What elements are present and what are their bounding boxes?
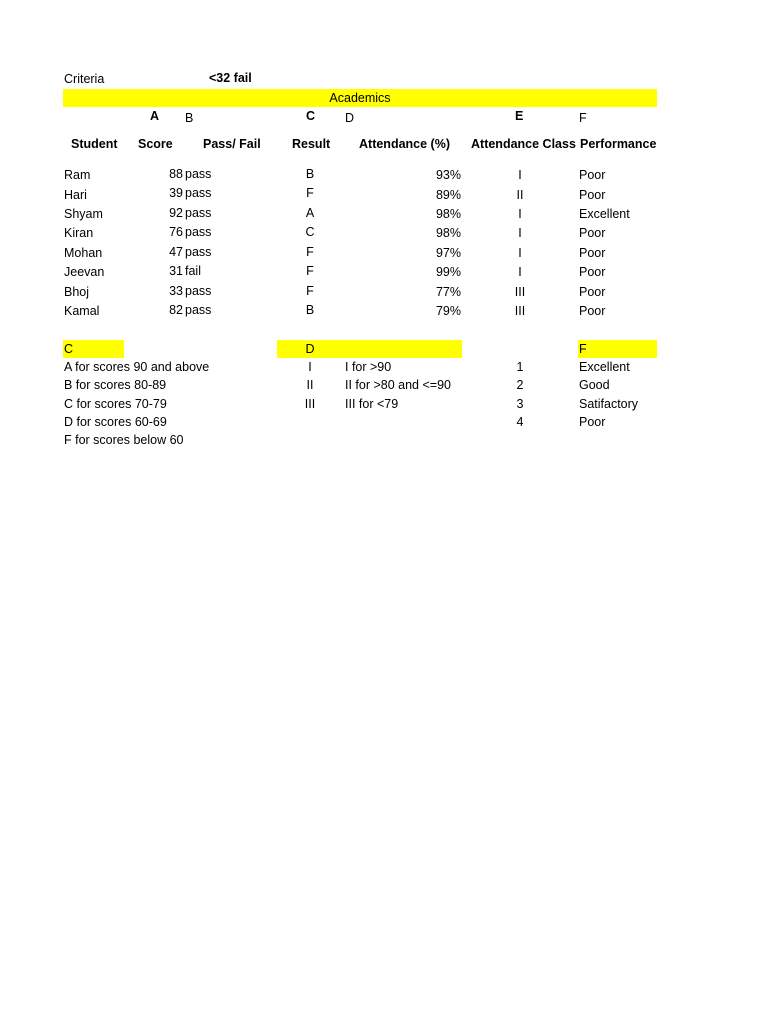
legend-f-label: Good — [579, 378, 610, 392]
header-attendance-class: Attendance Class — [471, 137, 576, 151]
cell-result: A — [305, 206, 315, 220]
cell-score: 39 — [169, 186, 183, 200]
legend-d-class: III — [304, 397, 316, 411]
cell-pass-fail: pass — [185, 186, 212, 200]
cell-attendance-class: I — [518, 168, 522, 182]
legend-d-class: I — [308, 360, 312, 374]
legend-f-title: F — [579, 342, 587, 356]
cell-pass-fail: pass — [185, 284, 212, 298]
legend-c-item: F for scores below 60 — [64, 433, 184, 447]
cell-performance: Poor — [579, 226, 606, 240]
criteria-label: Criteria — [64, 72, 105, 86]
criteria-value: <32 fail — [209, 71, 252, 85]
legend-f-number: 1 — [516, 360, 524, 374]
cell-student: Mohan — [64, 246, 103, 260]
column-letter-a: A — [150, 109, 160, 123]
cell-result: B — [305, 303, 315, 317]
cell-attendance-class: I — [518, 246, 522, 260]
cell-student: Kiran — [64, 226, 94, 240]
cell-performance: Poor — [579, 304, 606, 318]
cell-attendance: 77% — [435, 285, 461, 299]
legend-f-label: Poor — [579, 415, 606, 429]
legend-d-rule: III for <79 — [345, 397, 399, 411]
cell-pass-fail: fail — [185, 264, 201, 278]
cell-student: Ram — [64, 168, 91, 182]
cell-performance: Poor — [579, 188, 606, 202]
cell-pass-fail: pass — [185, 225, 212, 239]
cell-performance: Poor — [579, 246, 606, 260]
cell-attendance: 97% — [435, 246, 461, 260]
cell-student: Hari — [64, 188, 87, 202]
cell-attendance: 89% — [435, 188, 461, 202]
cell-performance: Poor — [579, 168, 606, 182]
cell-attendance-class: II — [516, 188, 524, 202]
column-letter-f: F — [579, 111, 587, 125]
legend-d-class: II — [306, 378, 314, 392]
legend-f-number: 4 — [516, 415, 524, 429]
cell-attendance-class: I — [518, 226, 522, 240]
column-letter-d: D — [345, 111, 355, 125]
cell-score: 33 — [169, 284, 183, 298]
legend-f-label: Satifactory — [579, 397, 639, 411]
header-result: Result — [292, 137, 331, 151]
legend-d-rule: II for >80 and <=90 — [345, 378, 451, 392]
cell-pass-fail: pass — [185, 167, 212, 181]
cell-score: 31 — [169, 264, 183, 278]
header-attendance: Attendance (%) — [359, 137, 450, 151]
cell-student: Jeevan — [64, 265, 105, 279]
cell-attendance-class: III — [514, 285, 526, 299]
cell-pass-fail: pass — [185, 245, 212, 259]
legend-c-title: C — [64, 342, 74, 356]
legend-c-item: C for scores 70-79 — [64, 397, 167, 411]
cell-score: 76 — [169, 225, 183, 239]
cell-result: F — [306, 186, 314, 200]
cell-attendance-class: III — [514, 304, 526, 318]
legend-f-number: 3 — [516, 397, 524, 411]
cell-attendance: 93% — [435, 168, 461, 182]
cell-performance: Excellent — [579, 207, 630, 221]
cell-performance: Poor — [579, 265, 606, 279]
legend-c-item: B for scores 80-89 — [64, 378, 167, 392]
cell-attendance-class: I — [518, 207, 522, 221]
cell-result: F — [306, 245, 314, 259]
cell-pass-fail: pass — [185, 303, 212, 317]
legend-c-item: D for scores 60-69 — [64, 415, 167, 429]
cell-score: 92 — [169, 206, 183, 220]
legend-f-highlight — [578, 340, 657, 358]
column-letter-c: C — [306, 109, 316, 123]
cell-score: 82 — [169, 303, 183, 317]
legend-d-title: D — [305, 342, 315, 356]
legend-c-item: A for scores 90 and above — [64, 360, 210, 374]
cell-attendance: 98% — [435, 207, 461, 221]
cell-result: B — [305, 167, 315, 181]
cell-result: F — [306, 284, 314, 298]
cell-attendance: 98% — [435, 226, 461, 240]
header-score: Score — [138, 137, 173, 151]
cell-student: Kamal — [64, 304, 100, 318]
column-letter-b: B — [185, 111, 194, 125]
academics-banner-label: Academics — [329, 91, 391, 105]
cell-attendance: 79% — [435, 304, 461, 318]
legend-f-label: Excellent — [579, 360, 630, 374]
cell-performance: Poor — [579, 285, 606, 299]
cell-result: C — [305, 225, 315, 239]
header-performance: Performance — [580, 137, 657, 151]
column-letter-e: E — [515, 109, 524, 123]
legend-f-number: 2 — [516, 378, 524, 392]
header-pass-fail: Pass/ Fail — [203, 137, 261, 151]
cell-pass-fail: pass — [185, 206, 212, 220]
cell-student: Shyam — [64, 207, 103, 221]
cell-attendance: 99% — [435, 265, 461, 279]
cell-result: F — [306, 264, 314, 278]
cell-score: 88 — [169, 167, 183, 181]
header-student: Student — [71, 137, 118, 151]
cell-score: 47 — [169, 245, 183, 259]
legend-d-rule: I for >90 — [345, 360, 392, 374]
cell-attendance-class: I — [518, 265, 522, 279]
cell-student: Bhoj — [64, 285, 90, 299]
